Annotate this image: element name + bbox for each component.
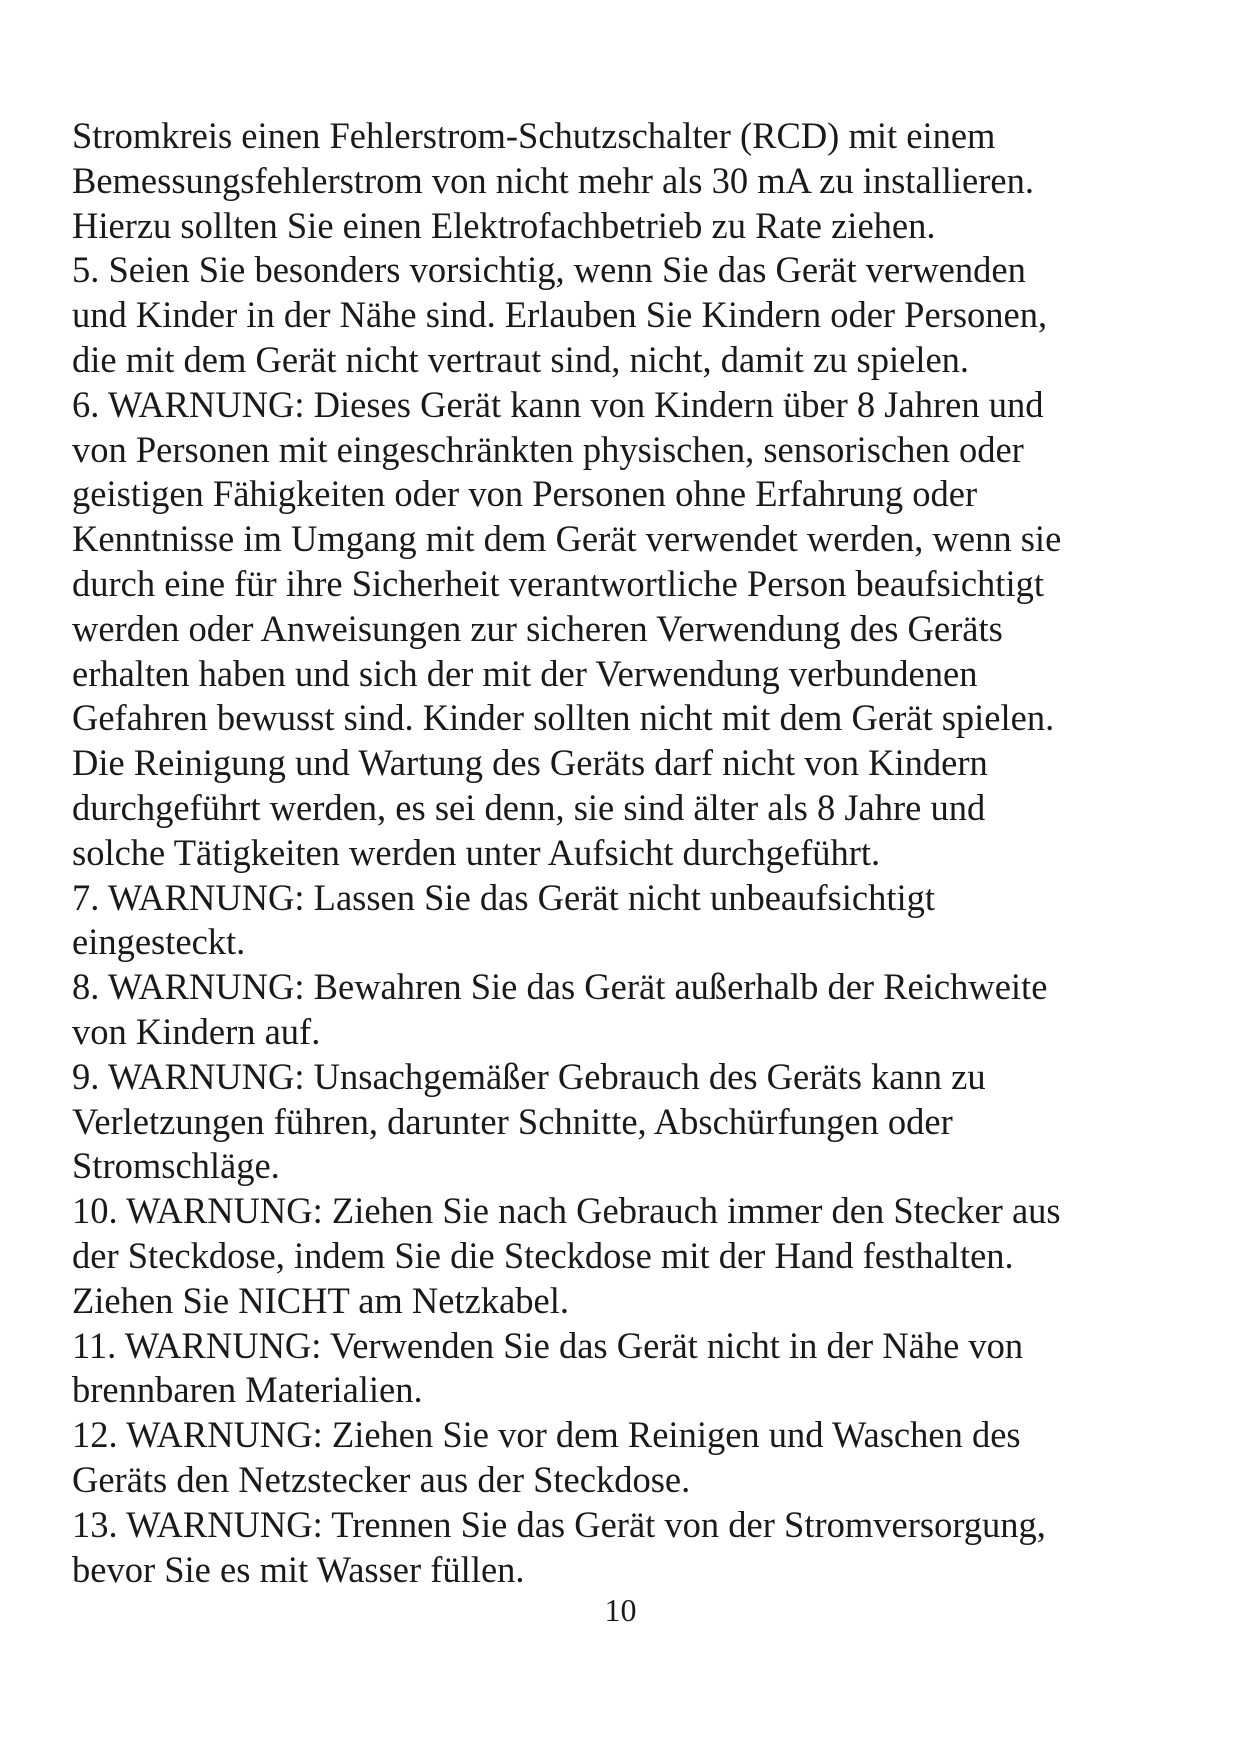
text-line: bevor Sie es mit Wasser füllen.: [72, 1548, 525, 1590]
text-line: der Steckdose, indem Sie die Steckdose mit der Hand festhalten.: [72, 1234, 1014, 1276]
text-line: Ziehen Sie NICHT am Netzkabel.: [72, 1279, 569, 1321]
text-line: 7. WARNUNG: Lassen Sie das Gerät nicht unbeaufsichtigt: [72, 876, 935, 918]
text-line: Geräts den Netzstecker aus der Steckdose.: [72, 1458, 691, 1500]
text-line: durch eine für ihre Sicherheit verantwortliche Person beaufsichtigt: [72, 562, 1044, 604]
text-line: geistigen Fähigkeiten oder von Personen ohne Erfahrung oder: [72, 473, 978, 515]
body-text: [72, 114, 1182, 1592]
text-line: 9. WARNUNG: Unsachgemäßer Gebrauch des Geräts kann zu: [72, 1055, 986, 1097]
text-line: 10. WARNUNG: Ziehen Sie nach Gebrauch immer den Stecker aus: [72, 1190, 1061, 1232]
text-line: die mit dem Gerät nicht vertraut sind, nicht, damit zu spielen.: [72, 338, 970, 380]
text-line: 12. WARNUNG: Ziehen Sie vor dem Reinigen und Waschen des: [72, 1414, 1021, 1456]
text-line: Bemessungsfehlerstrom von nicht mehr als 30 mA zu installieren.: [72, 159, 1034, 201]
text-line: brennbaren Materialien.: [72, 1369, 423, 1411]
text-line: von Personen mit eingeschränkten physischen, sensorischen oder: [72, 428, 1024, 470]
page-number: 10: [604, 1592, 637, 1628]
text-line: werden oder Anweisungen zur sicheren Verwendung des Geräts: [72, 607, 1003, 649]
text-line: 13. WARNUNG: Trennen Sie das Gerät von der Stromversorgung,: [72, 1503, 1046, 1545]
text-line: 5. Seien Sie besonders vorsichtig, wenn Sie das Gerät verwenden: [72, 249, 1026, 291]
text-line: Stromkreis einen Fehlerstrom-Schutzschalter (RCD) mit einem: [72, 115, 996, 156]
text-line: erhalten haben und sich der mit der Verwendung verbundenen: [72, 652, 978, 694]
text-line: 6. WARNUNG: Dieses Gerät kann von Kindern über 8 Jahren und: [72, 383, 1044, 425]
text-line: von Kindern auf.: [72, 1010, 321, 1052]
text-line: durchgeführt werden, es sei denn, sie sind älter als 8 Jahre und: [72, 786, 986, 828]
text-line: Verletzungen führen, darunter Schnitte, Abschürfungen oder: [72, 1100, 953, 1142]
text-line: Stromschläge.: [72, 1145, 280, 1187]
text-line: Hierzu sollten Sie einen Elektrofachbetrieb zu Rate ziehen.: [72, 204, 936, 246]
text-line: solche Tätigkeiten werden unter Aufsicht durchgeführt.: [72, 831, 881, 873]
text-line: Kenntnisse im Umgang mit dem Gerät verwendet werden, wenn sie: [72, 518, 1062, 560]
text-line: 11. WARNUNG: Verwenden Sie das Gerät nicht in der Nähe von: [72, 1324, 1024, 1366]
text-line: 8. WARNUNG: Bewahren Sie das Gerät außerhalb der Reichweite: [72, 966, 1048, 1008]
text-line: und Kinder in der Nähe sind. Erlauben Sie Kindern oder Personen,: [72, 294, 1048, 336]
text-line: eingesteckt.: [72, 921, 246, 963]
text-line: Gefahren bewusst sind. Kinder sollten nicht mit dem Gerät spielen.: [72, 697, 1055, 739]
text-line: Die Reinigung und Wartung des Geräts darf nicht von Kindern: [72, 742, 988, 784]
